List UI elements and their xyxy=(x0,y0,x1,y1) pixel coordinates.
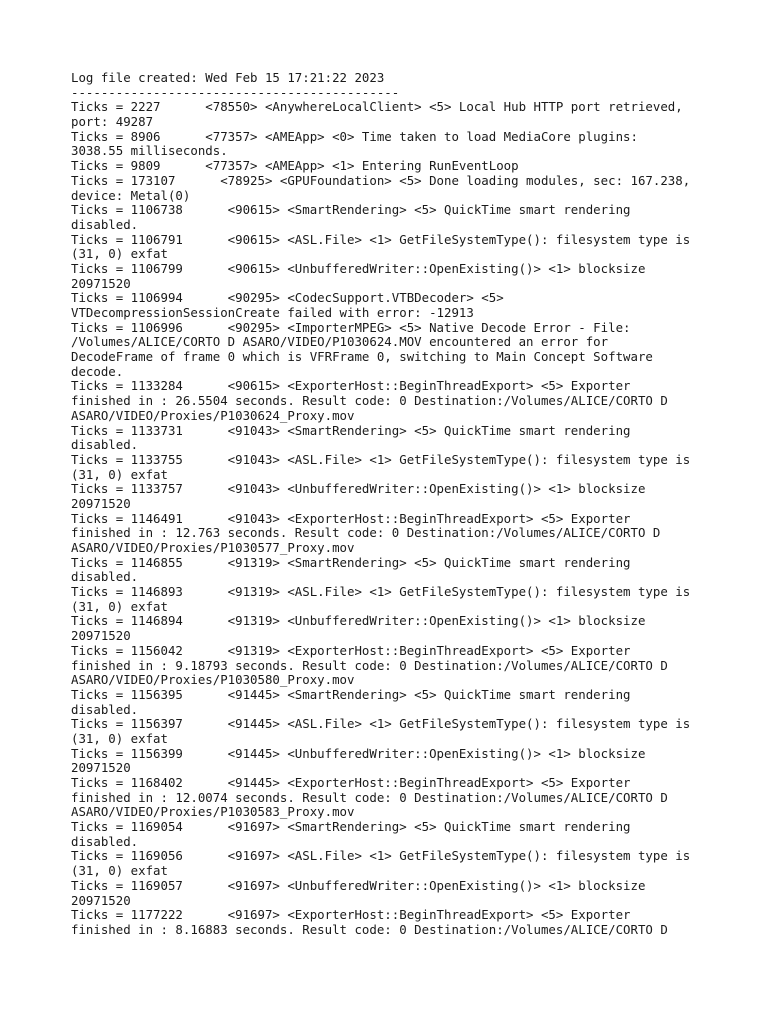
log-line: finished in : 12.763 seconds. Result code: 0 Destination:/Volumes/ALICE/CORTO D xyxy=(71,525,661,541)
log-line: Ticks = 173107 <78925> <GPUFoundation> <5> Done loading modules, sec: 167.238, xyxy=(71,172,691,188)
log-line: DecodeFrame of frame 0 which is VFRFrame 0, switching to Main Concept Software xyxy=(71,349,653,365)
log-line: (31, 0) exfat xyxy=(71,246,168,262)
log-line: disabled. xyxy=(71,216,139,232)
log-line: Ticks = 1169054 <91697> <SmartRendering> <5> QuickTime smart rendering xyxy=(71,819,631,835)
log-line: ASARO/VIDEO/Proxies/P1030580_Proxy.mov xyxy=(71,672,355,688)
log-line: Ticks = 1168402 <91445> <ExporterHost::BeginThreadExport> <5> Exporter xyxy=(71,775,631,790)
log-line: Ticks = 1106996 <90295> <ImporterMPEG> <5> Native Decode Error - File: xyxy=(71,319,631,335)
log-line: Ticks = 1156042 <91319> <ExporterHost::BeginThreadExport> <5> Exporter xyxy=(71,642,631,658)
log-text xyxy=(71,71,711,938)
log-line: Ticks = 1133731 <91043> <SmartRendering> <5> QuickTime smart rendering xyxy=(71,422,631,438)
log-line: (31, 0) exfat xyxy=(71,863,168,879)
log-line: disabled. xyxy=(71,701,139,717)
log-line: Ticks = 1156395 <91445> <SmartRendering> <5> QuickTime smart rendering xyxy=(71,686,631,702)
log-line: ASARO/VIDEO/Proxies/P1030624_Proxy.mov xyxy=(71,407,355,423)
log-line: Ticks = 1156397 <91445> <ASL.File> <1> GetFileSystemType(): filesystem type is xyxy=(71,716,691,732)
log-line: device: Metal(0) xyxy=(71,187,191,203)
log-line: Ticks = 1106738 <90615> <SmartRendering> <5> QuickTime smart rendering xyxy=(71,202,631,218)
log-line: decode. xyxy=(71,363,124,379)
log-line: Ticks = 1156399 <91445> <UnbufferedWriter::OpenExisting()> <1> blocksize xyxy=(71,745,646,761)
log-line: Ticks = 8906 <77357> <AMEApp> <0> Time taken to load MediaCore plugins: xyxy=(71,128,638,144)
log-line: 20971520 xyxy=(71,760,131,776)
log-line: Ticks = 1169057 <91697> <UnbufferedWriter::OpenExisting()> <1> blocksize xyxy=(71,877,646,893)
log-line: /Volumes/ALICE/CORTO D ASARO/VIDEO/P1030624.MOV encountered an error for xyxy=(71,334,609,350)
log-line: disabled. xyxy=(71,437,139,453)
log-line: Ticks = 1106791 <90615> <ASL.File> <1> GetFileSystemType(): filesystem type is xyxy=(71,231,691,247)
log-separator-line: -------------------------------------------- xyxy=(71,84,400,100)
log-line: 3038.55 milliseconds. xyxy=(71,143,228,159)
log-line: Ticks = 2227 <78550> <AnywhereLocalClient> <5> Local Hub HTTP port retrieved, xyxy=(71,99,683,115)
log-line: Ticks = 1133757 <91043> <UnbufferedWriter::OpenExisting()> <1> blocksize xyxy=(71,481,646,497)
log-line: (31, 0) exfat xyxy=(71,730,168,746)
log-line: Ticks = 1106799 <90615> <UnbufferedWriter::OpenExisting()> <1> blocksize xyxy=(71,260,646,276)
log-line: finished in : 12.0074 seconds. Result code: 0 Destination:/Volumes/ALICE/CORTO D xyxy=(71,789,668,805)
log-line: disabled. xyxy=(71,569,139,585)
log-line: Ticks = 1177222 <91697> <ExporterHost::BeginThreadExport> <5> Exporter xyxy=(71,907,631,923)
log-line: VTDecompressionSessionCreate failed with error: -12913 xyxy=(71,305,474,320)
log-line: 20971520 xyxy=(71,495,131,511)
log-line: disabled. xyxy=(71,833,139,849)
log-line: Ticks = 1146894 <91319> <UnbufferedWriter::OpenExisting()> <1> blocksize xyxy=(71,613,646,629)
log-line: 20971520 xyxy=(71,892,131,908)
log-line: 20971520 xyxy=(71,628,131,644)
log-line: 20971520 xyxy=(71,275,131,291)
log-line: Ticks = 1133755 <91043> <ASL.File> <1> GetFileSystemType(): filesystem type is xyxy=(71,451,691,467)
log-line: (31, 0) exfat xyxy=(71,598,168,614)
log-line: Ticks = 1146855 <91319> <SmartRendering> <5> QuickTime smart rendering xyxy=(71,554,631,570)
log-line: Ticks = 1169056 <91697> <ASL.File> <1> GetFileSystemType(): filesystem type is xyxy=(71,848,691,864)
log-line: ASARO/VIDEO/Proxies/P1030583_Proxy.mov xyxy=(71,804,355,820)
log-line: Ticks = 1133284 <90615> <ExporterHost::BeginThreadExport> <5> Exporter xyxy=(71,378,631,394)
log-line: Ticks = 9809 <77357> <AMEApp> <1> Entering RunEventLoop xyxy=(71,158,519,174)
log-line: finished in : 9.18793 seconds. Result code: 0 Destination:/Volumes/ALICE/CORTO D xyxy=(71,657,668,673)
log-line: finished in : 26.5504 seconds. Result code: 0 Destination:/Volumes/ALICE/CORTO D xyxy=(71,393,668,409)
log-header-line: Log file created: Wed Feb 15 17:21:22 2023 xyxy=(71,70,385,85)
log-line: (31, 0) exfat xyxy=(71,466,168,482)
log-line: finished in : 8.16883 seconds. Result code: 0 Destination:/Volumes/ALICE/CORTO D xyxy=(71,921,668,937)
log-line: Ticks = 1146893 <91319> <ASL.File> <1> GetFileSystemType(): filesystem type is xyxy=(71,584,691,600)
log-line: port: 49287 xyxy=(71,114,154,130)
log-line: Ticks = 1106994 <90295> <CodecSupport.VTBDecoder> <5> xyxy=(71,290,504,306)
log-line: Ticks = 1146491 <91043> <ExporterHost::BeginThreadExport> <5> Exporter xyxy=(71,510,631,526)
log-line: ASARO/VIDEO/Proxies/P1030577_Proxy.mov xyxy=(71,540,355,555)
